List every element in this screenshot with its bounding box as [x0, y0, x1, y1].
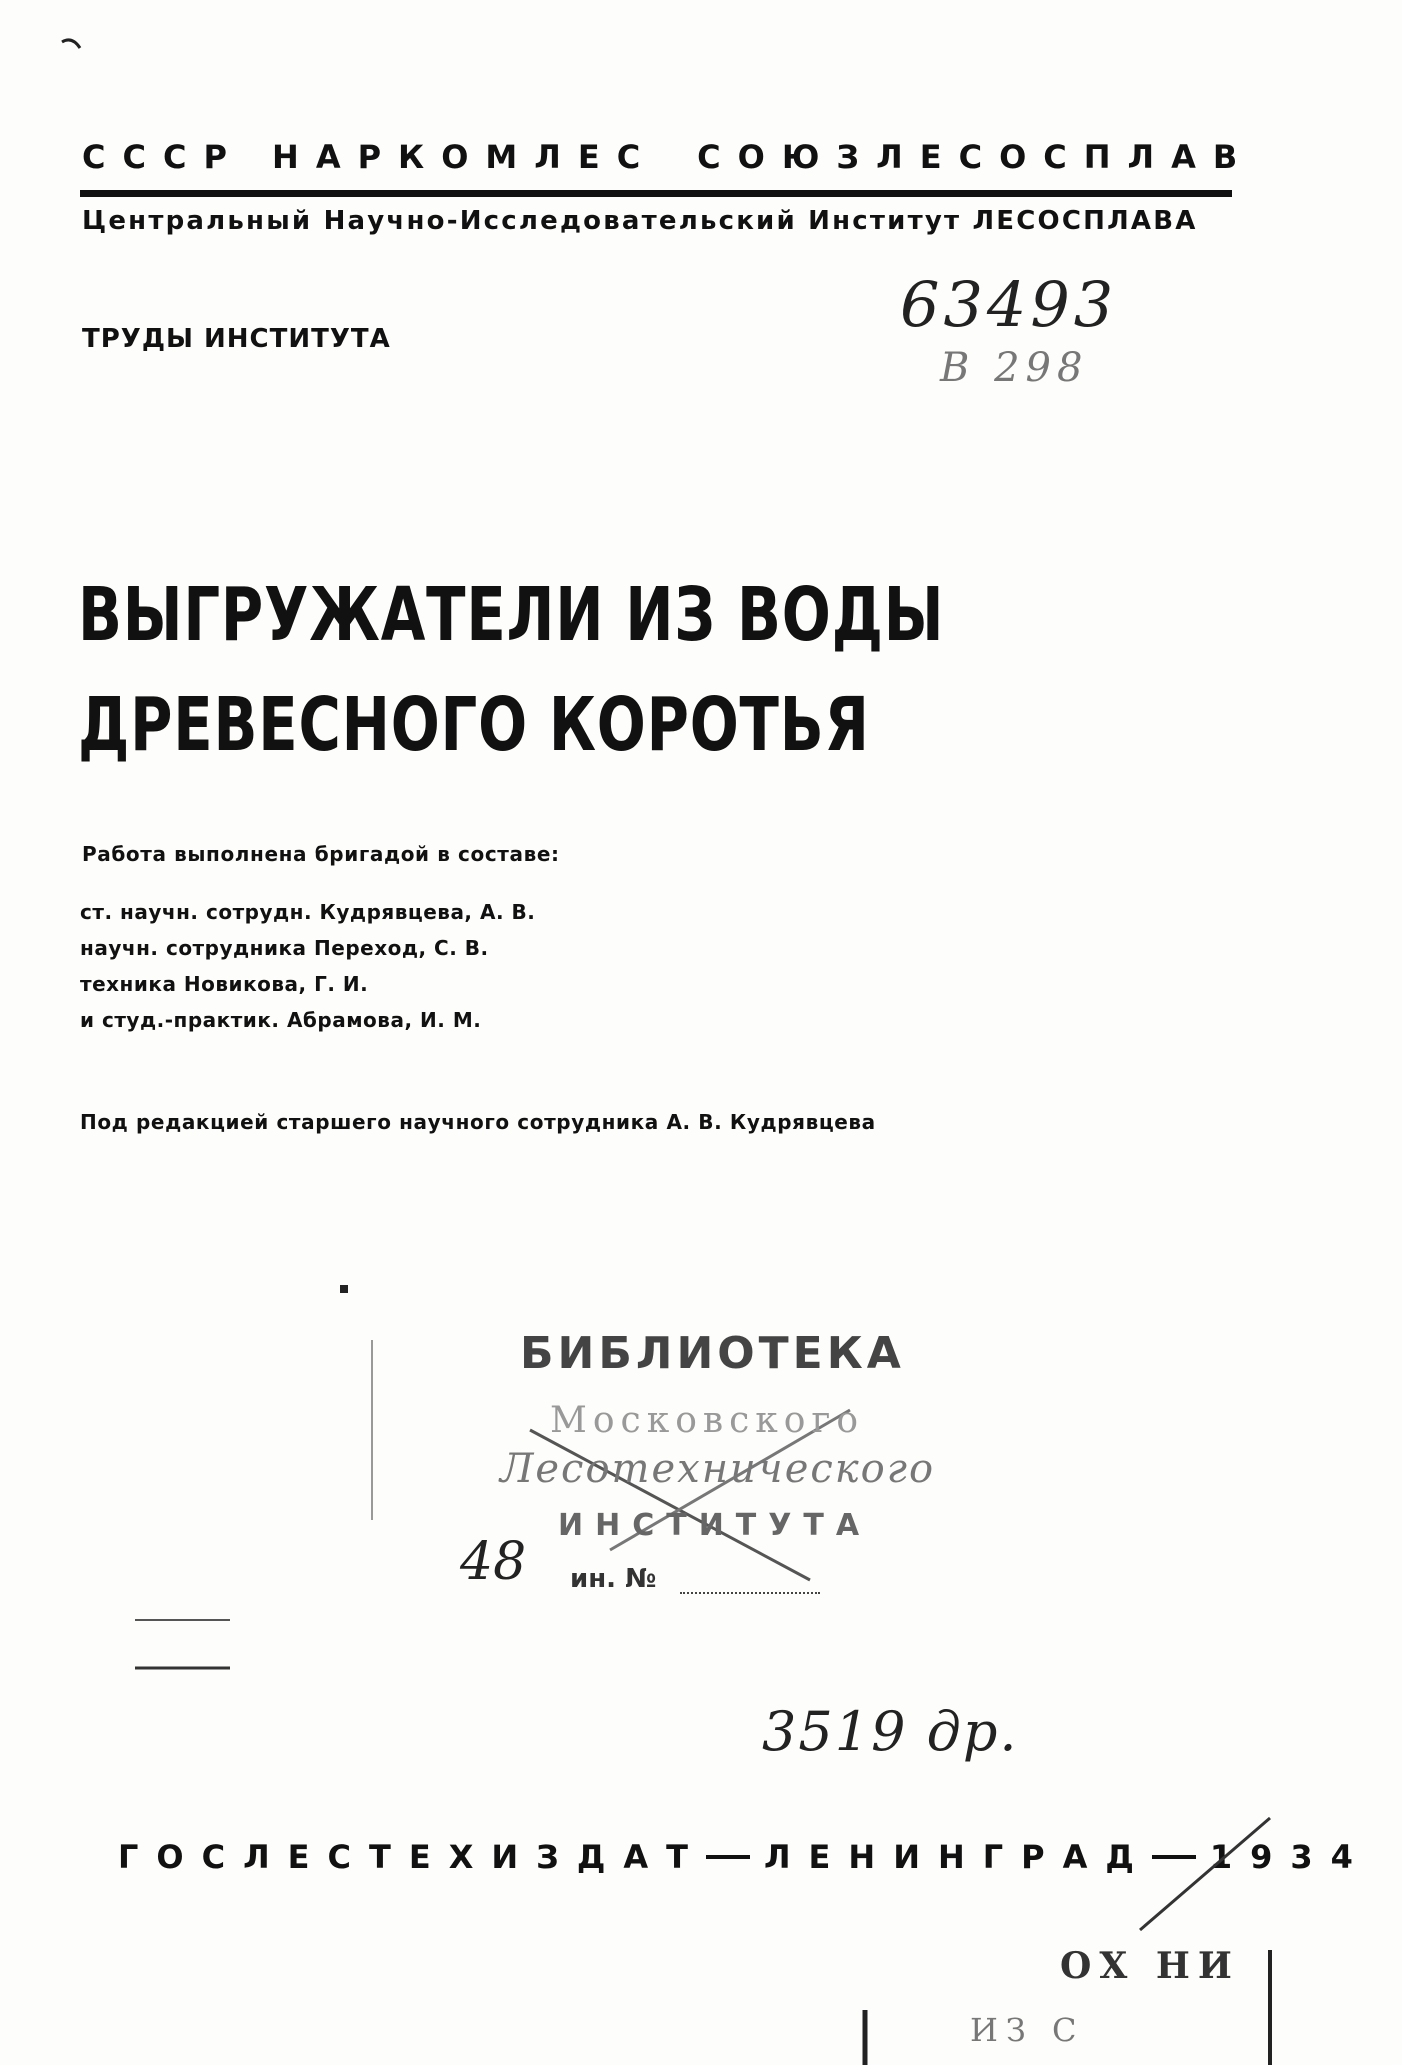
- editor-line: Под редакцией старшего научного сотрудника А. В. Кудрявцева: [80, 1110, 876, 1134]
- brigade-member: ст. научн. сотрудн. Кудрявцева, А. В.: [80, 900, 536, 924]
- handwritten-number-48: 48: [460, 1532, 527, 1592]
- stamp-line-lesotech: Лесотехнического: [500, 1446, 936, 1492]
- corner-stamp: [880, 1925, 1320, 2065]
- series-title: ТРУДЫ ИНСТИТУТА: [82, 324, 391, 354]
- corner-scan-mark: [62, 40, 80, 48]
- stamp-inv-label: ин. №: [570, 1564, 657, 1594]
- brigade-member: и студ.-практик. Абрамова, И. М.: [80, 1008, 482, 1032]
- header-left: СССР НАРКОМЛЕС: [82, 138, 658, 176]
- publisher-city: ЛЕНИНГРАД: [763, 1838, 1152, 1876]
- handwritten-inventory-number: 63493: [900, 268, 1118, 341]
- header-right: СОЮЗЛЕСОСПЛАВ: [697, 138, 1255, 176]
- book-title-line1: ВЫГРУЖАТЕЛИ ИЗ ВОДЫ: [78, 572, 945, 658]
- brigade-intro: Работа выполнена бригадой в составе:: [82, 842, 560, 866]
- brigade-member: научн. сотрудника Переход, С. В.: [80, 936, 489, 960]
- stamp-line-institute: ИНСТИТУТА: [558, 1508, 872, 1543]
- corner-stamp-line1: ОХ НИ: [1060, 1945, 1240, 1987]
- handwritten-price: 3519 др.: [762, 1700, 1019, 1763]
- corner-stamp-line2: ИЗ С: [970, 2011, 1085, 2049]
- publisher-name: ГОСЛЕСТЕХИЗДАТ: [118, 1838, 706, 1876]
- publisher-year: 1934: [1209, 1838, 1371, 1876]
- brigade-member: техника Новикова, Г. И.: [80, 972, 369, 996]
- ink-dot: [340, 1285, 348, 1293]
- institute-name: Центральный Научно-Исследовательский Институт ЛЕСОСПЛАВА: [82, 206, 1198, 236]
- book-title-line2: ДРЕВЕСНОГО КОРОТЬЯ: [78, 682, 870, 768]
- year-strike-mark: [1140, 1818, 1270, 1930]
- handwritten-shelf-code: В 298: [940, 345, 1089, 391]
- stamp-line-library: БИБЛИОТЕКА: [520, 1328, 905, 1379]
- stamp-line-moscow: Московского: [550, 1400, 865, 1441]
